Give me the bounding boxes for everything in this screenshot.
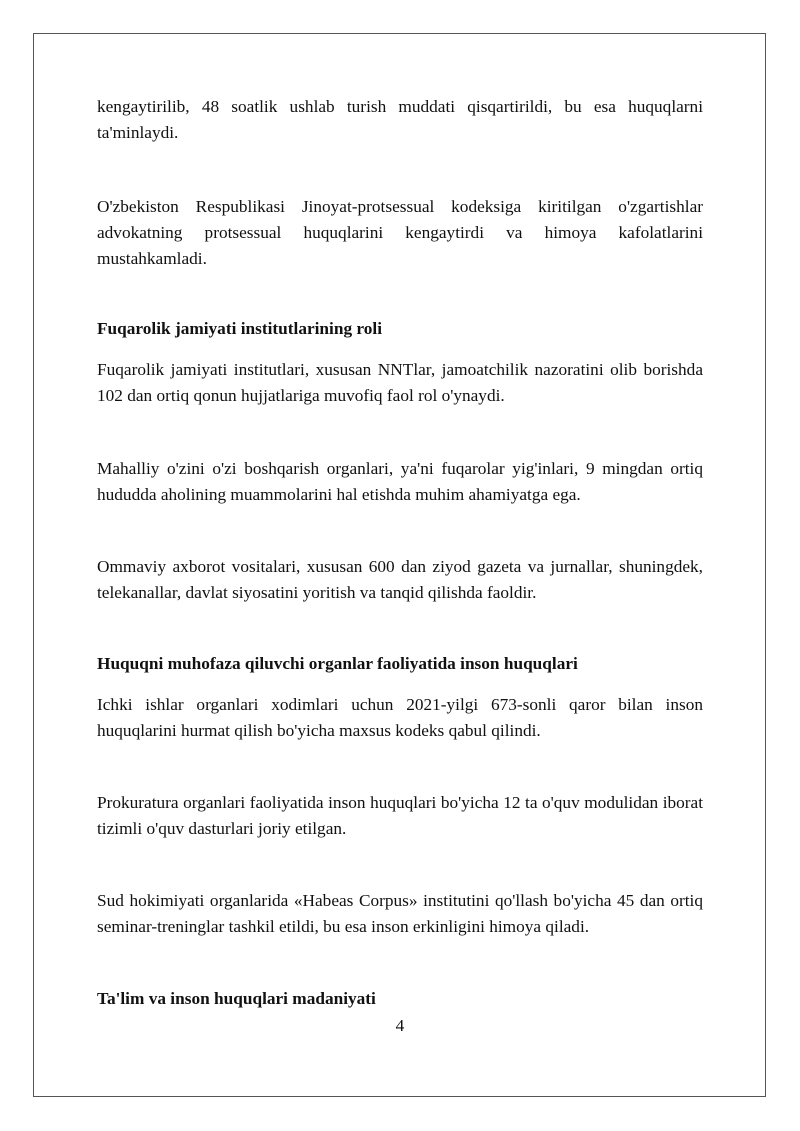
paragraph-7: Prokuratura organlari faoliyatida inson huquqlari bo'yicha 12 ta o'quv modulidan iborat tizimli o'quv dasturlari joriy etilgan. — [97, 793, 703, 838]
paragraph-1: kengaytirilib, 48 soatlik ushlab turish muddati qisqartirildi, bu esa huquqlarni ta'minlaydi. — [97, 97, 703, 142]
paragraph-3: Fuqarolik jamiyati institutlari, xususan NNTlar, jamoatchilik nazoratini olib borishda 102 dan ortiq qonun hujjatlariga muvofiq faol rol o'ynaydi. — [97, 360, 703, 405]
paragraph-4: Mahalliy o'zini o'zi boshqarish organlari, ya'ni fuqarolar yig'inlari, 9 mingdan ortiq hududda aholining muammolarini hal etishda muhim ahamiyatga ega. — [97, 459, 703, 504]
section-heading-civil-society: Fuqarolik jamiyati institutlarining roli — [97, 319, 383, 338]
section-heading-law-enforcement: Huquqni muhofaza qiluvchi organlar faoliyatida inson huquqlari — [97, 654, 578, 673]
page-number: 4 — [395, 1016, 405, 1035]
paragraph-6: Ichki ishlar organlari xodimlari uchun 2021-yilgi 673-sonli qaror bilan inson huquqlarini hurmat qilish bo'yicha maxsus kodeks qabul qilindi. — [97, 695, 703, 740]
paragraph-2: O'zbekiston Respublikasi Jinoyat-protsessual kodeksiga kiritilgan o'zgartishlar advokatning protsessual huquqlarini kengaytirdi va himoya kafolatlarini mustahkamladi. — [97, 197, 703, 268]
paragraph-5: Ommaviy axborot vositalari, xususan 600 dan ziyod gazeta va jurnallar, shuningdek, telekanallar, davlat siyosatini yoritish va tanqid qilishda faoldir. — [97, 557, 703, 602]
section-heading-education: Ta'lim va inson huquqlari madaniyati — [97, 989, 376, 1008]
paragraph-8: Sud hokimiyati organlarida «Habeas Corpus» institutini qo'llash bo'yicha 45 dan ortiq seminar-treninglar tashkil etildi, bu esa inson erkinligini himoya qiladi. — [97, 891, 703, 936]
